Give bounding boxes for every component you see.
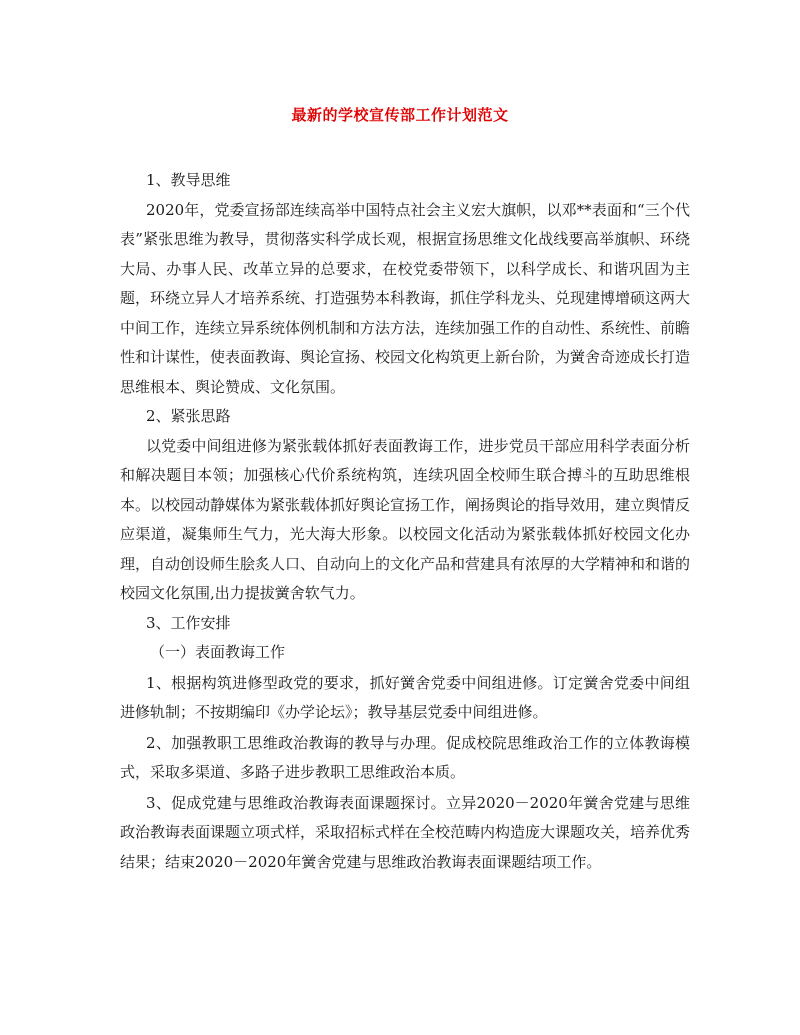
paragraph-item-1: 1、根据构筑进修型政党的要求，抓好黉舍党委中间组进修。订定黉舍党委中间组进修轨制；不按期编印《办学论坛》；教导基层党委中间组进修。 [120, 673, 690, 721]
section-heading-main-ideas: 2、紧张思路 [146, 407, 231, 425]
paragraph-item-3: 3、促成党建与思维政治教诲表面课题探讨。立异2020－2020年黉舍党建与思维政治教诲表面课题立项式样，采取招标式样在全校范畴内构造庞大课题攻关，培养优秀结果；结束2020－2020年黉舍党建与思维政治教诲表面课题结项工作。 [120, 793, 691, 871]
section-heading-guiding-thought: 1、教导思维 [146, 171, 231, 189]
paragraph-main-ideas: 以党委中间组进修为紧张载体抓好表面教诲工作，进步党员干部应用科学表面分析和解决题目本领；加强核心代价系统构筑，连续巩固全校师生联合搏斗的互助思维根本。以校园动静媒体为紧张载体抓好舆论宣扬工作，阐扬舆论的指导效用，建立舆情反应渠道，凝集师生气力，光大海大形象。以校园文化活动为紧张载体抓好校园文化办理，自动创设师生脍炙人口、自动向上的文化产品和营建具有浓厚的大学精神和和谐的校园文化氛围,出力提拔黉舍软气力。 [120, 436, 691, 602]
paragraph-guiding-thought: 2020年，党委宣扬部连续高举中国特点社会主义宏大旗帜，以邓**表面和“三个代表”紧张思维为教导，贯彻落实科学成长观，根据宣扬思维文化战线要高举旗帜、环绕大局、办事人民、改革立异的总要求，在校党委带领下，以科学成长、和谐巩固为主题，环绕立异人才培养系统、打造强势本科教诲，抓住学科龙头、兑现建博增硕这两大中间工作，连续立异系统体例机制和方法方法，连续加强工作的自动性、系统性、前瞻性和计谋性，使表面教诲、舆论宣扬、校园文化构筑更上新台阶，为黉舍奇迹成长打造思维根本、舆论赞成、文化氛围。 [120, 200, 691, 396]
document-title: 最新的学校宣传部工作计划范文 [291, 106, 509, 124]
document-body [120, 166, 690, 877]
paragraph-item-2: 2、加强教职工思维政治教诲的教导与办理。促成校院思维政治工作的立体教诲模式，采取多渠道、多路子进步教职工思维政治本质。 [120, 733, 690, 781]
section-heading-work-arrangement: 3、工作安排 [146, 613, 231, 632]
subsection-heading-theory-education: （一）表面教诲工作 [150, 643, 286, 661]
